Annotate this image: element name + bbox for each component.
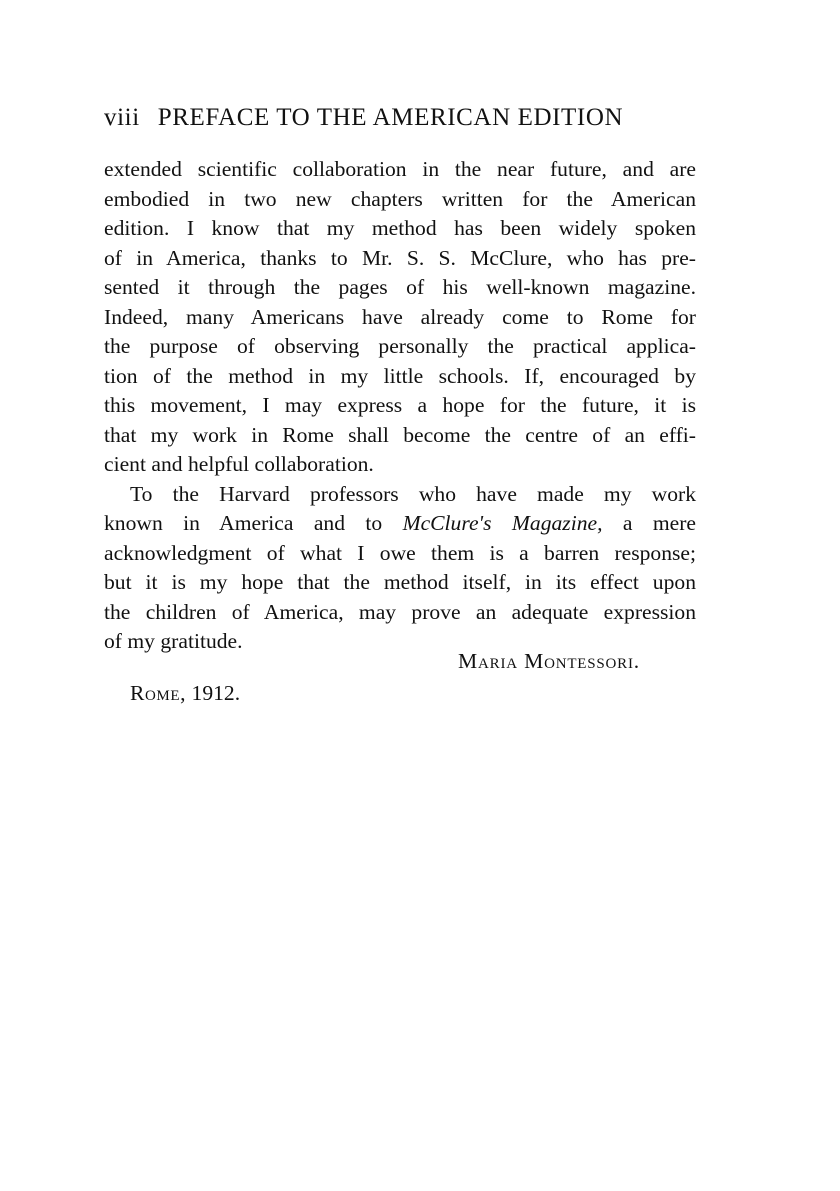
text-segment: a mere xyxy=(602,511,696,535)
paragraph-acknowledgment xyxy=(104,480,696,657)
text-line: that my work in Rome shall become the centre of an effi- xyxy=(104,422,696,447)
text-line: sented it through the pages of his well-known magazine. xyxy=(104,275,696,299)
running-title: PREFACE TO THE AMERICAN EDITION xyxy=(157,104,624,131)
text-line: To the Harvard professors who have made my work xyxy=(130,481,696,506)
text-line: acknowledgment of what I owe them is a barren response; xyxy=(104,540,696,565)
dateline xyxy=(130,681,240,706)
preface-body xyxy=(104,155,696,657)
text-line: the children of America, may prove an adequate expression xyxy=(104,599,696,624)
text-line: but it is my hope that the method itself, in its effect upon xyxy=(104,570,696,594)
dateline-year: 1912. xyxy=(186,681,241,705)
dateline-place: Rome, xyxy=(130,681,187,705)
text-line: of in America, thanks to Mr. S. S. McClure, who has pre- xyxy=(104,245,696,270)
text-line: extended scientific collaboration in the near future, and are xyxy=(104,157,696,181)
magazine-title: McClure's Magazine, xyxy=(402,511,603,535)
text-line: edition. I know that my method has been widely spoken xyxy=(104,216,696,240)
text-line-with-title xyxy=(104,509,696,539)
running-head xyxy=(104,104,678,132)
page-number: viii xyxy=(104,104,140,131)
text-line: Indeed, many Americans have already come to Rome for xyxy=(104,304,696,329)
text-line: the purpose of observing personally the practical applica- xyxy=(104,334,696,358)
author-signature: Maria Montessori. xyxy=(458,649,640,673)
text-line: this movement, I may express a hope for the future, it is xyxy=(104,393,696,417)
text-segment: known in America and to xyxy=(104,511,403,535)
text-line: cient and helpful collaboration. xyxy=(104,452,374,476)
text-line: of my gratitude. xyxy=(104,629,243,653)
text-line: embodied in two new chapters written for the American xyxy=(104,186,696,211)
paragraph-continued xyxy=(104,155,696,480)
text-line: tion of the method in my little schools. If, encouraged by xyxy=(104,363,696,388)
